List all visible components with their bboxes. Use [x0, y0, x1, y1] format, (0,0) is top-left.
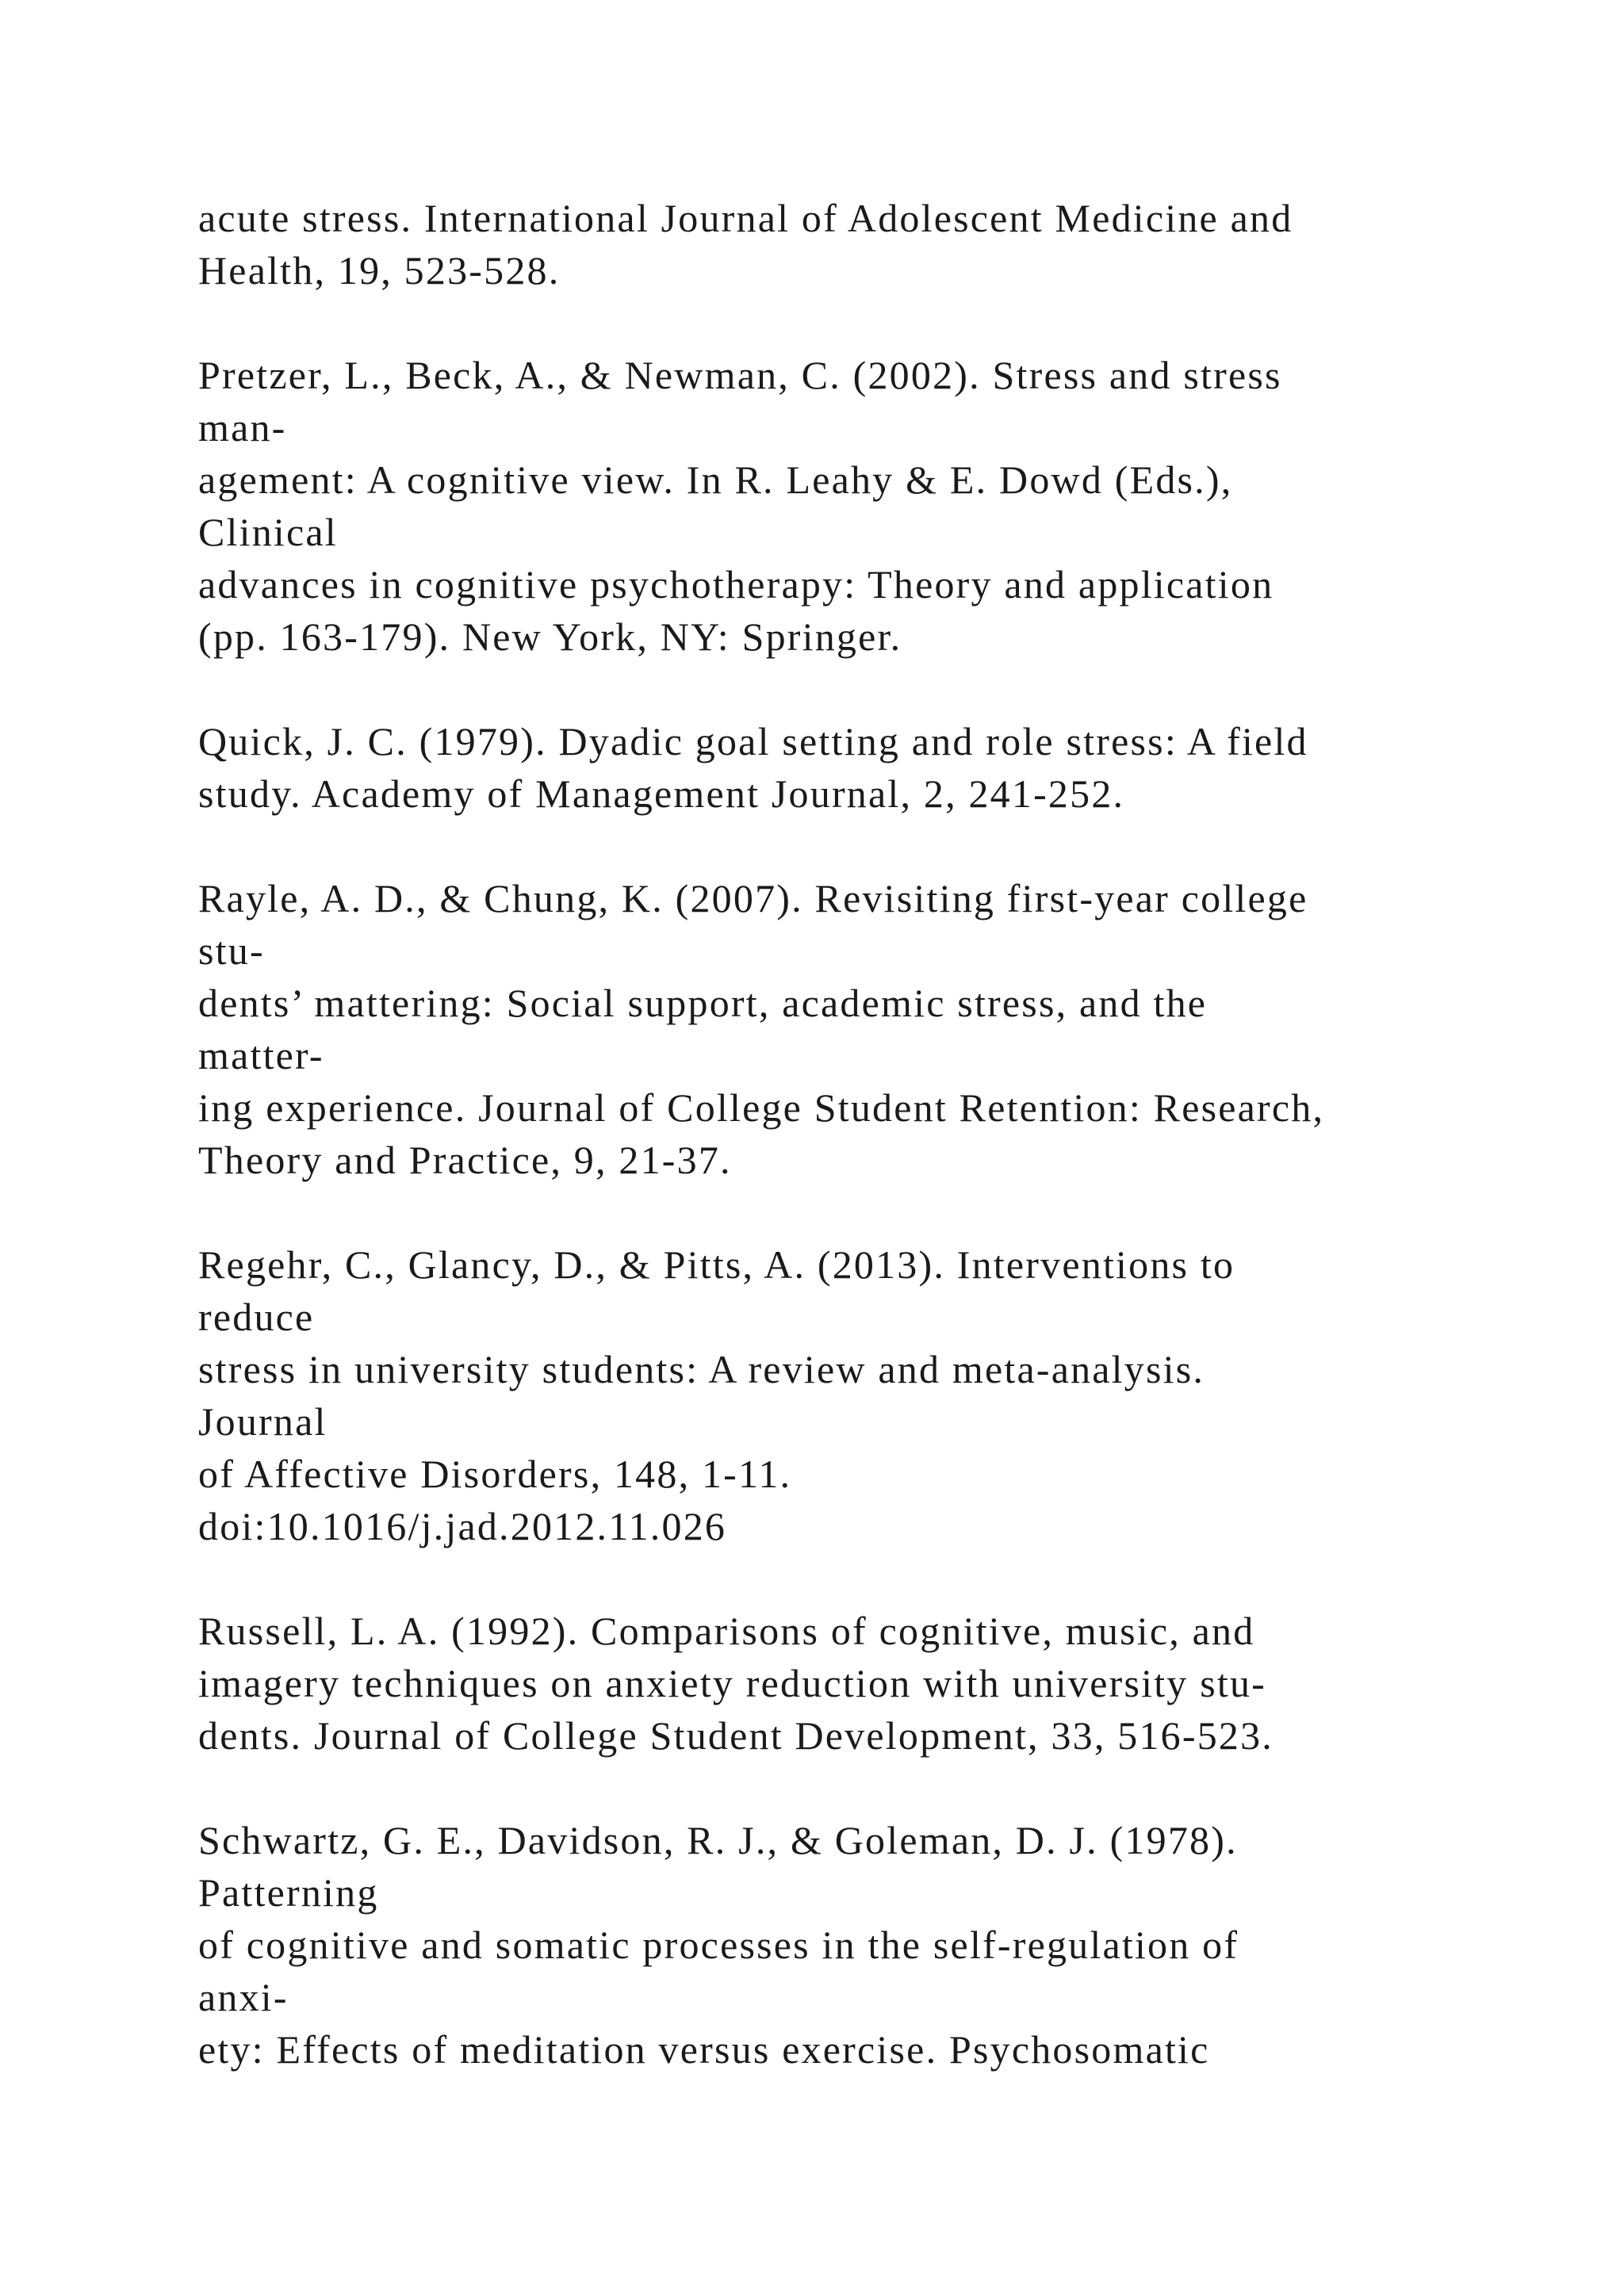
reference-entry: [198, 1605, 1546, 1762]
reference-line: imagery techniques on anxiety reduction with university stu-: [198, 1661, 1266, 1705]
reference-entry: [198, 349, 1546, 663]
reference-line: dents. Journal of College Student Development, 33, 516-523.: [198, 1713, 1274, 1758]
reference-line: of Affective Disorders, 148, 1-11.: [198, 1452, 792, 1496]
reference-line: doi:10.1016/j.jad.2012.11.026: [198, 1504, 727, 1548]
reference-list: [198, 192, 1546, 2128]
reference-line: matter-: [198, 1033, 324, 1077]
reference-line: of cognitive and somatic processes in the self-regulation of: [198, 1923, 1239, 1967]
reference-line: Schwartz, G. E., Davidson, R. J., & Goleman, D. J. (1978).: [198, 1818, 1238, 1862]
reference-line: Clinical: [198, 510, 338, 554]
reference-line: Patterning: [198, 1870, 379, 1915]
reference-line: (pp. 163-179). New York, NY: Springer.: [198, 614, 902, 659]
reference-line: stu-: [198, 928, 265, 973]
reference-entry: [198, 1238, 1546, 1552]
reference-entry: [198, 1814, 1546, 2076]
reference-line: man-: [198, 405, 287, 450]
reference-line: agement: A cognitive view. In R. Leahy & E. Dowd (Eds.),: [198, 457, 1233, 502]
reference-line: ety: Effects of meditation versus exercise. Psychosomatic: [198, 2027, 1210, 2072]
reference-line: Rayle, A. D., & Chung, K. (2007). Revisiting first-year college: [198, 876, 1308, 920]
reference-line: Theory and Practice, 9, 21-37.: [198, 1138, 732, 1182]
reference-line: Russell, L. A. (1992). Comparisons of cognitive, music, and: [198, 1609, 1255, 1653]
reference-line: Health, 19, 523-528.: [198, 248, 561, 293]
reference-line: study. Academy of Management Journal, 2, 241-252.: [198, 771, 1125, 816]
reference-line: acute stress. International Journal of Adolescent Medicine and: [198, 196, 1293, 240]
reference-line: Pretzer, L., Beck, A., & Newman, C. (2002). Stress and stress: [198, 353, 1282, 397]
reference-line: Quick, J. C. (1979). Dyadic goal setting and role stress: A field: [198, 719, 1308, 763]
reference-line: anxi-: [198, 1975, 289, 2019]
reference-line: Regehr, C., Glancy, D., & Pitts, A. (2013). Interventions to: [198, 1242, 1235, 1287]
reference-line: ing experience. Journal of College Student Retention: Research,: [198, 1085, 1325, 1130]
reference-line: Journal: [198, 1399, 327, 1444]
reference-entry: [198, 192, 1546, 297]
reference-line: reduce: [198, 1295, 315, 1339]
reference-entry: [198, 872, 1546, 1186]
reference-line: stress in university students: A review and meta-analysis.: [198, 1347, 1205, 1391]
reference-entry: [198, 715, 1546, 820]
reference-line: dents’ mattering: Social support, academic stress, and the: [198, 981, 1208, 1025]
reference-line: advances in cognitive psychotherapy: Theory and application: [198, 562, 1274, 607]
